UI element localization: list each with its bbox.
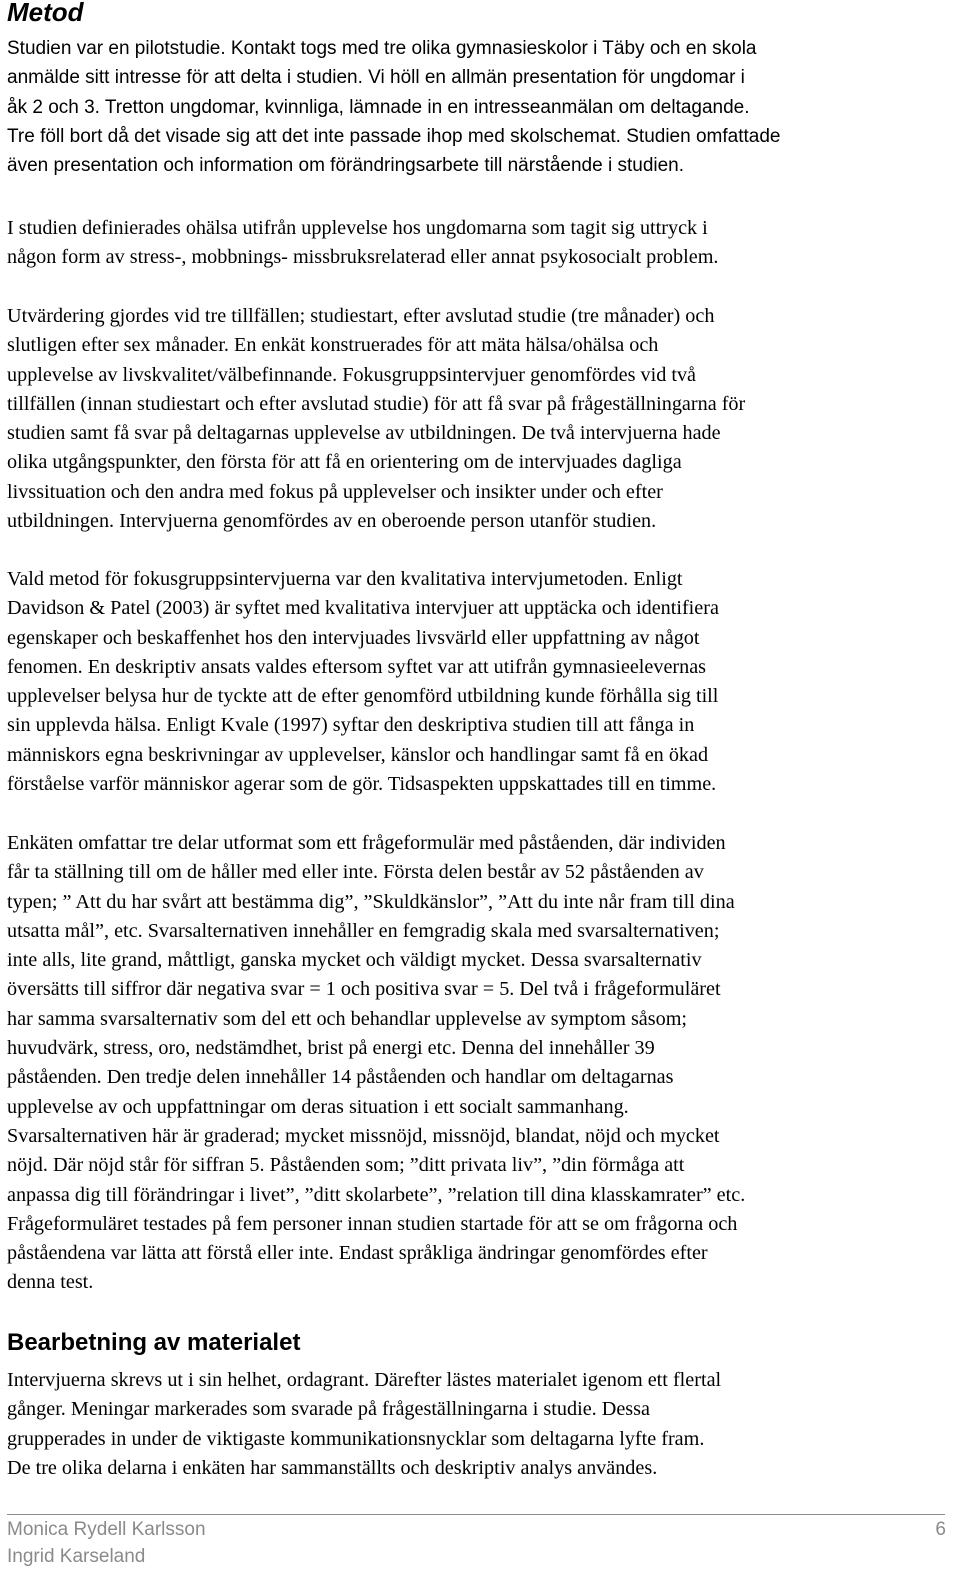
text-line: Utvärdering gjordes vid tre tillfällen; studiestart, efter avslutad studie (tre månader) och <box>7 305 715 327</box>
text-line: olika utgångspunkter, den första för att få en orientering om de intervjuades dagliga <box>7 451 682 474</box>
paragraph-evaluation <box>7 302 957 536</box>
text-line: nöjd. Där nöjd står för siffran 5. Påståenden som; ”ditt privata liv”, ”din förmåga att <box>7 1154 685 1177</box>
text-line: Svarsalternativen här är graderad; mycket missnöjd, missnöjd, blandat, nöjd och mycket <box>7 1124 720 1147</box>
text-line: upplevelse av och uppfattningar om deras situation i ett socialt sammanhang. <box>7 1095 629 1118</box>
text-line: översätts till siffror där negativa svar = 1 och positiva svar = 5. Del två i frågeformuläret <box>7 978 721 1001</box>
text-line: Studien var en pilotstudie. Kontakt togs med tre olika gymnasieskolor i Täby och en skola <box>7 38 757 59</box>
text-line: inte alls, lite grand, måttligt, ganska mycket och väldigt mycket. Dessa svarsalternativ <box>7 949 702 972</box>
text-line: gånger. Meningar markerades som svarade på frågeställningarna i studie. Dessa <box>7 1398 650 1421</box>
page-number: 6 <box>935 1519 946 1540</box>
text-line: påståendena var lätta att förstå eller inte. Endast språkliga ändringar genomfördes efter <box>7 1242 708 1265</box>
text-line: Intervjuerna skrevs ut i sin helhet, ordagrant. Därefter lästes materialet igenom ett flertal <box>7 1369 722 1391</box>
footer-author: Monica Rydell Karlsson <box>7 1519 206 1540</box>
text-line: huvudvärk, stress, oro, nedstämdhet, brist på energi etc. Denna del innehåller 39 <box>7 1037 655 1060</box>
subheading-processing: Bearbetning av materialet <box>7 1329 301 1356</box>
text-line: människors egna beskrivningar av upplevelser, känslor och handlingar samt få en ökad <box>7 743 709 766</box>
text-line: anpassa dig till förändringar i livet”, ”ditt skolarbete”, ”relation till dina klasskamrater” etc. <box>7 1183 746 1206</box>
text-line: upplevelse av livskvalitet/välbefinnande. Fokusgruppsintervjuer genomfördes vid två <box>7 363 697 386</box>
text-line: I studien definierades ohälsa utifrån upplevelse hos ungdomarna som tagit sig uttryck i <box>7 217 708 239</box>
text-line: tillfällen (innan studiestart och efter avslutad studie) för att få svar på frågeställningarna för <box>7 392 746 415</box>
text-line: anmälde sitt intresse för att delta i studien. Vi höll en allmän presentation för ungdomar i <box>7 67 745 89</box>
text-line: får ta ställning till om de håller med eller inte. Första delen består av 52 påståenden av <box>7 861 704 884</box>
text-line: förståelse varför människor agerar som de gör. Tidsaspekten uppskattades till en timme. <box>7 773 717 796</box>
paragraph-pilot-study <box>7 34 957 180</box>
text-line: typen; ” Att du har svårt att bestämma dig”, ”Skuldkänslor”, ”Att du inte når fram till dina <box>7 890 735 913</box>
text-line: även presentation och information om förändringsarbete till närstående i studien. <box>7 155 685 177</box>
section-heading-metod: Metod <box>7 0 84 27</box>
footer-divider <box>7 1514 945 1515</box>
text-line: påståenden. Den tredje delen innehåller 14 påståenden och handlar om deltagarnas <box>7 1066 674 1089</box>
paragraph-survey <box>7 829 957 1298</box>
text-line: slutligen efter sex månader. En enkät konstruerades för att mäta hälsa/ohälsa och <box>7 334 659 357</box>
text-line: Tre föll bort då det visade sig att det inte passade ihop med skolschemat. Studien omfattade <box>7 125 781 147</box>
text-line: livssituation och den andra med fokus på upplevelser och insikter under och efter <box>7 480 663 503</box>
text-line: Davidson & Patel (2003) är syftet med kvalitativa intervjuer att upptäcka och identifiera <box>7 597 719 620</box>
text-line: någon form av stress-, mobbnings- missbruksrelaterad eller annat psykosocialt problem. <box>7 246 719 269</box>
text-line: sin upplevda hälsa. Enligt Kvale (1997) syftar den deskriptiva studien till att fånga in <box>7 714 695 737</box>
text-line: denna test. <box>7 1271 94 1294</box>
footer-author: Ingrid Karseland <box>7 1546 146 1567</box>
text-line: utbildningen. Intervjuerna genomfördes av en oberoende person utanför studien. <box>7 510 657 533</box>
text-line: Vald metod för fokusgruppsintervjuerna var den kvalitativa intervjumetoden. Enligt <box>7 568 683 590</box>
text-line: Enkäten omfattar tre delar utformat som ett frågeformulär med påståenden, där individen <box>7 832 726 854</box>
text-line: utsatta mål”, etc. Svarsalternativen innehåller en femgradig skala med svarsalternativen; <box>7 919 720 942</box>
text-line: Frågeformuläret testades på fem personer innan studien startade för att se om frågorna och <box>7 1212 738 1235</box>
text-line: studien samt få svar på deltagarnas upplevelse av utbildningen. De två intervjuerna hade <box>7 422 721 445</box>
text-line: De tre olika delarna i enkäten har sammanställts och deskriptiv analys användes. <box>7 1456 658 1479</box>
text-line: egenskaper och beskaffenhet hos den intervjuades livsvärld eller uppfattning av något <box>7 626 700 649</box>
paragraph-processing <box>7 1366 957 1483</box>
paragraph-method-choice <box>7 565 957 799</box>
text-line: grupperades in under de viktigaste kommunikationsnycklar som deltagarna lyfte fram. <box>7 1427 705 1450</box>
text-line: åk 2 och 3. Tretton ungdomar, kvinnliga, lämnade in en intresseanmälan om deltagande. <box>7 96 750 118</box>
paragraph-definition <box>7 214 957 273</box>
text-line: fenomen. En deskriptiv ansats valdes eftersom syftet var att utifrån gymnasieelevernas <box>7 655 707 678</box>
text-line: har samma svarsalternativ som del ett och behandlar upplevelse av symptom såsom; <box>7 1007 688 1030</box>
text-line: upplevelser belysa hur de tyckte att de efter genomförd utbildning kunde förhålla sig till <box>7 685 719 708</box>
